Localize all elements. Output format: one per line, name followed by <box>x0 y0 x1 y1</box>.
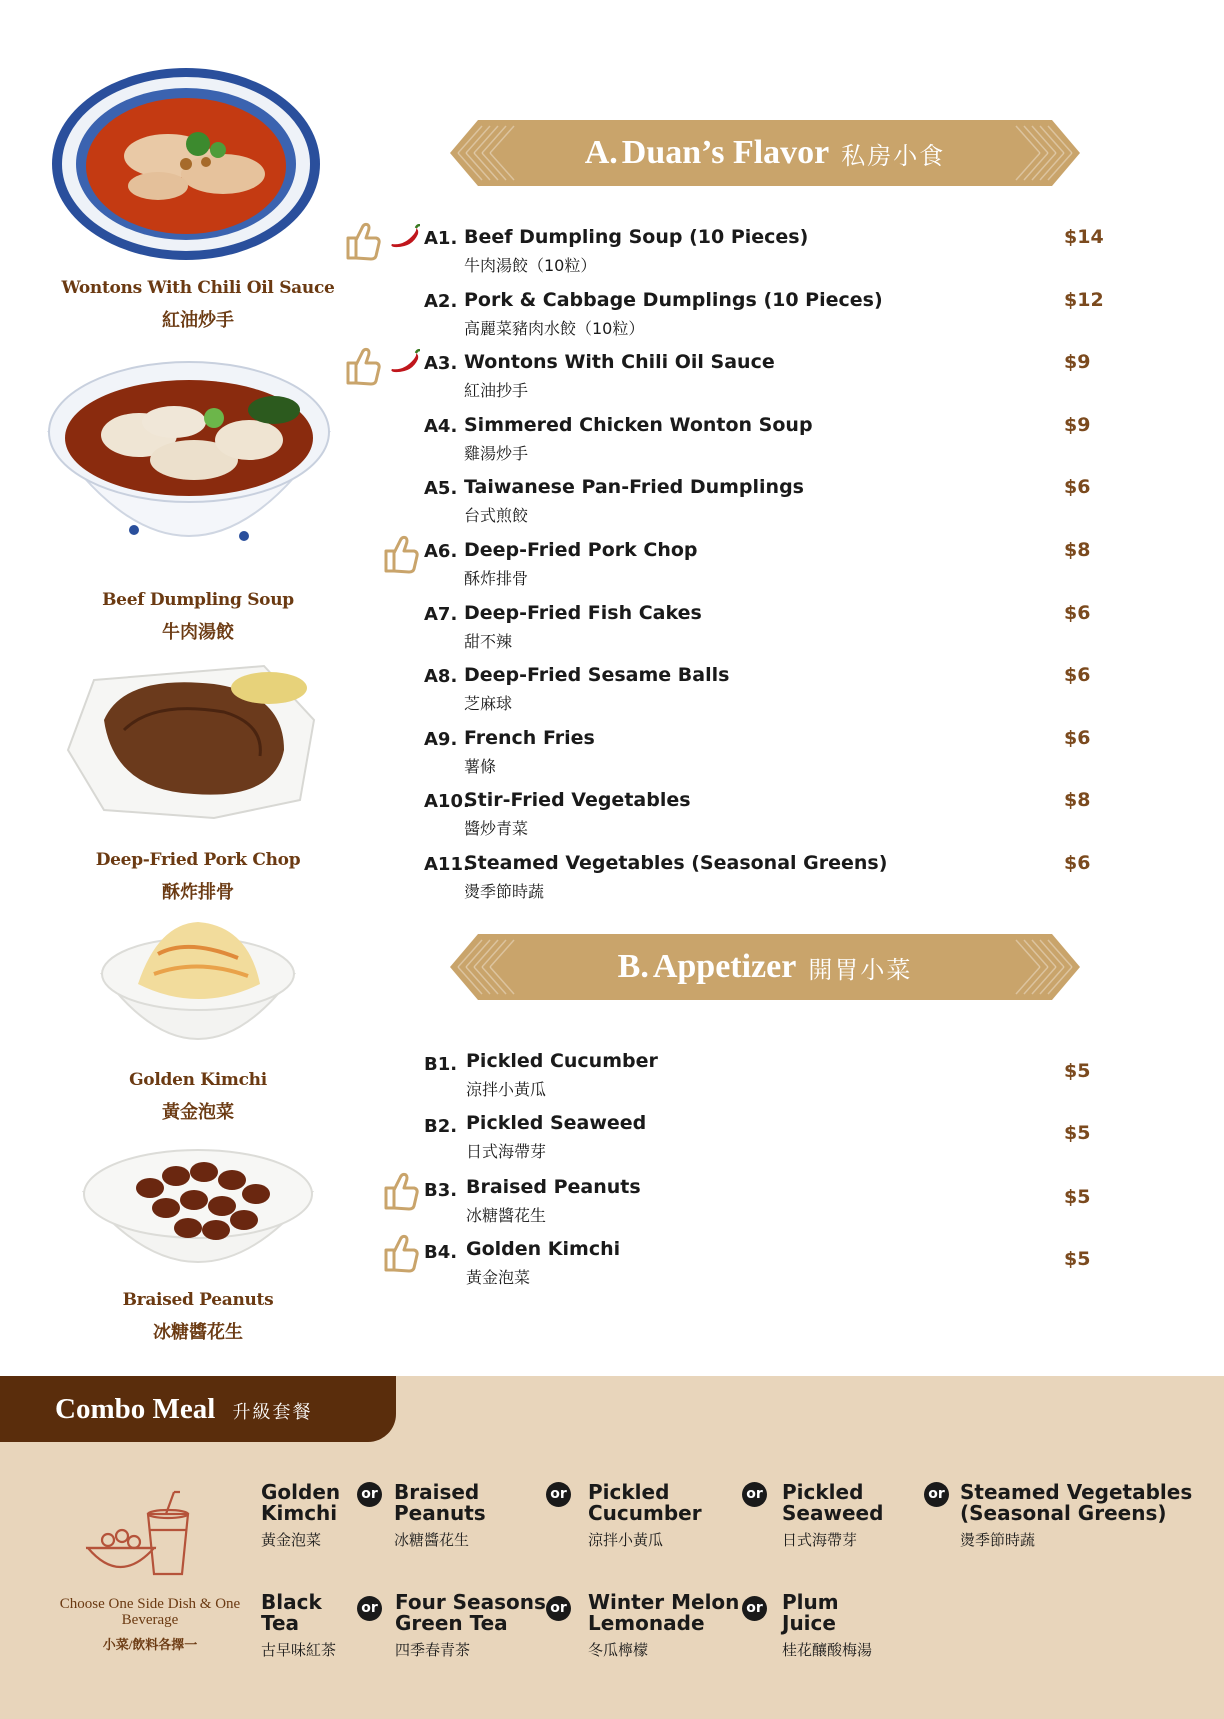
item-price: $6 <box>1064 601 1091 624</box>
photo-caption-en: Golden Kimchi <box>129 1070 267 1090</box>
combo-instruction <box>55 1596 245 1653</box>
menu-item <box>0 789 1224 845</box>
item-name-zh: 日式海帶芽 <box>466 1142 547 1161</box>
item-code: A4. <box>424 415 458 437</box>
menu-item <box>0 289 1224 345</box>
item-price: $14 <box>1064 226 1104 248</box>
thumbs-up-icon <box>342 345 382 391</box>
photo-caption-zh: 牛肉湯餃 <box>162 622 234 643</box>
section-a-letter: A. <box>584 134 618 171</box>
thumbs-up-icon <box>380 1232 420 1278</box>
or-badge: or <box>742 1482 767 1507</box>
or-badge: or <box>546 1482 571 1507</box>
option-name-zh: 日式海帶芽 <box>782 1531 858 1549</box>
menu-item <box>0 539 1224 595</box>
option-name-zh: 黃金泡菜 <box>261 1531 322 1549</box>
item-code: A11. <box>424 854 470 875</box>
photo-caption-zh: 冰糖醬花生 <box>153 1322 243 1343</box>
item-code: B2. <box>424 1116 458 1137</box>
item-name-zh: 薯條 <box>464 756 497 776</box>
item-price: $6 <box>1064 664 1091 687</box>
combo-side-option <box>588 1482 702 1550</box>
bowl-and-cup-icon <box>84 1490 204 1582</box>
item-name: Pickled Cucumber <box>466 1050 658 1072</box>
item-name-zh: 涼拌小黃瓜 <box>466 1080 547 1099</box>
photo-caption <box>40 1290 356 1344</box>
item-name: Pickled Seaweed <box>466 1112 647 1134</box>
kimchi-bowl-photo <box>98 914 298 1062</box>
item-name-zh: 雞湯炒手 <box>464 443 529 463</box>
item-name: Beef Dumpling Soup (10 Pieces) <box>464 226 809 248</box>
section-b-title-en: Appetizer <box>652 948 797 985</box>
item-price: $5 <box>1064 1060 1091 1082</box>
item-name-zh: 台式煎餃 <box>464 506 529 526</box>
menu-item <box>0 1112 1224 1168</box>
item-code: A8. <box>424 666 458 688</box>
item-price: $5 <box>1064 1248 1091 1270</box>
option-name-zh: 冬瓜檸檬 <box>588 1641 649 1659</box>
item-name: Steamed Vegetables (Seasonal Greens) <box>464 852 888 874</box>
item-name: Taiwanese Pan-Fried Dumplings <box>464 476 804 499</box>
combo-title-zh: 升級套餐 <box>232 1402 313 1422</box>
option-name-line1: Four Seasons <box>395 1590 546 1614</box>
option-name-zh: 四季春青茶 <box>395 1641 471 1659</box>
combo-instruction-en: Choose One Side Dish & One Beverage <box>59 1596 241 1628</box>
option-name-zh: 燙季節時蔬 <box>960 1531 1036 1549</box>
item-name-zh: 芝麻球 <box>464 694 513 714</box>
item-name: Braised Peanuts <box>466 1176 641 1198</box>
combo-drink-option <box>588 1592 739 1660</box>
item-code: A7. <box>424 603 458 625</box>
item-name: Deep-Fried Sesame Balls <box>464 664 730 687</box>
item-code: A5. <box>424 478 458 500</box>
item-name: Deep-Fried Pork Chop <box>464 539 698 561</box>
option-name-line1: Winter Melon <box>588 1590 740 1614</box>
option-name-line1: Pickled <box>588 1480 670 1504</box>
option-name-line1: Black <box>261 1590 322 1614</box>
option-name-line2: Peanuts <box>394 1501 486 1525</box>
combo-side-option <box>960 1482 1192 1550</box>
item-price: $6 <box>1064 476 1091 499</box>
option-name-line1: Golden <box>261 1480 341 1504</box>
menu-item <box>0 664 1224 720</box>
item-price: $8 <box>1064 789 1091 812</box>
option-name-line2: Seaweed <box>782 1501 884 1525</box>
photo-caption-zh: 紅油炒手 <box>162 310 234 331</box>
option-name-line2: Green Tea <box>395 1611 508 1635</box>
combo-side-option <box>261 1482 340 1550</box>
combo-drink-option <box>395 1592 546 1660</box>
option-name-zh: 古早味紅茶 <box>261 1641 337 1659</box>
option-name-line1: Braised <box>394 1480 480 1504</box>
option-name-zh: 涼拌小黃瓜 <box>588 1531 664 1549</box>
item-name-zh: 高麗菜豬肉水餃（10粒） <box>464 318 645 338</box>
combo-drink-option <box>261 1592 336 1660</box>
or-badge: or <box>546 1596 571 1621</box>
item-price: $9 <box>1064 413 1091 436</box>
item-price: $5 <box>1064 1186 1091 1208</box>
menu-item <box>0 727 1224 783</box>
section-b-title-zh: 開胃小菜 <box>808 957 913 984</box>
item-name-zh: 黃金泡菜 <box>466 1268 531 1287</box>
option-name-line1: Plum <box>782 1590 839 1614</box>
option-name-line1: Steamed Vegetables <box>960 1480 1193 1504</box>
item-price: $12 <box>1064 288 1104 311</box>
item-price: $8 <box>1064 539 1091 561</box>
item-name-zh: 甜不辣 <box>464 631 513 651</box>
photo-caption-en: Deep-Fried Pork Chop <box>95 850 301 870</box>
or-badge: or <box>357 1482 382 1507</box>
or-badge: or <box>357 1596 382 1621</box>
item-code: A10. <box>424 791 470 813</box>
item-name: Wontons With Chili Oil Sauce <box>464 351 775 374</box>
menu-item <box>0 414 1224 470</box>
item-name: Golden Kimchi <box>466 1238 621 1260</box>
chili-pepper-icon <box>390 224 422 254</box>
combo-drink-option <box>782 1592 872 1660</box>
menu-item <box>0 1176 1224 1232</box>
item-price: $6 <box>1064 852 1091 874</box>
photo-caption-en: Braised Peanuts <box>122 1290 274 1310</box>
section-a-banner <box>450 120 1080 186</box>
option-name-line1: Pickled <box>782 1480 864 1504</box>
menu-item <box>0 1050 1224 1106</box>
menu-item <box>0 226 1224 282</box>
thumbs-up-icon <box>380 533 420 579</box>
item-name: Deep-Fried Fish Cakes <box>464 601 702 624</box>
option-name-line2: (Seasonal Greens) <box>960 1501 1167 1525</box>
item-name-zh: 酥炸排骨 <box>464 569 529 588</box>
menu-item <box>0 1238 1224 1294</box>
thumbs-up-icon <box>380 1170 420 1216</box>
photo-caption-zh: 酥炸排骨 <box>162 882 234 903</box>
item-code: B4. <box>424 1242 458 1263</box>
item-code: B1. <box>424 1054 458 1075</box>
chili-pepper-icon <box>390 349 422 379</box>
item-name-zh: 牛肉湯餃（10粒） <box>464 256 597 275</box>
item-code: A6. <box>424 541 458 562</box>
option-name-line2: Juice <box>782 1611 836 1635</box>
option-name-line2: Kimchi <box>261 1501 338 1525</box>
section-b-title <box>450 934 1080 1000</box>
item-code: A9. <box>424 728 458 750</box>
item-name-zh: 醬炒青菜 <box>464 819 529 839</box>
section-b-letter: B. <box>617 948 649 985</box>
combo-side-option <box>394 1482 486 1550</box>
photo-caption-en: Wontons With Chili Oil Sauce <box>61 278 335 298</box>
option-name-zh: 桂花釀酸梅湯 <box>782 1641 873 1659</box>
option-name-line2: Cucumber <box>588 1501 702 1525</box>
combo-instruction-zh: 小菜/飲料各擇一 <box>102 1637 198 1652</box>
item-price: $9 <box>1064 351 1091 374</box>
item-name-zh: 冰糖醬花生 <box>466 1206 547 1225</box>
or-badge: or <box>924 1482 949 1507</box>
combo-title-en: Combo Meal <box>55 1393 216 1425</box>
combo-side-option <box>782 1482 883 1550</box>
option-name-line2: Lemonade <box>588 1611 705 1635</box>
option-name-line2: Tea <box>261 1611 300 1635</box>
menu-item <box>0 476 1224 532</box>
menu-item <box>0 351 1224 407</box>
item-price: $6 <box>1064 726 1091 749</box>
item-name: Pork & Cabbage Dumplings (10 Pieces) <box>464 288 883 311</box>
section-a-title-zh: 私房小食 <box>841 143 946 170</box>
item-name: Simmered Chicken Wonton Soup <box>464 413 813 436</box>
item-name-zh: 紅油抄手 <box>464 381 529 401</box>
photo-caption-zh: 黃金泡菜 <box>162 1102 234 1123</box>
item-code: B3. <box>424 1180 458 1201</box>
item-code: A2. <box>424 290 458 312</box>
combo-title <box>55 1393 313 1426</box>
item-name-zh: 燙季節時蔬 <box>464 882 545 901</box>
menu-item <box>0 852 1224 908</box>
option-name-zh: 冰糖醬花生 <box>394 1531 470 1549</box>
thumbs-up-icon <box>342 220 382 266</box>
item-price: $5 <box>1064 1122 1091 1144</box>
menu-item <box>0 602 1224 658</box>
item-name: French Fries <box>464 726 595 749</box>
section-a-title-en: Duan’s Flavor <box>621 134 830 171</box>
photo-caption-en: Beef Dumpling Soup <box>102 590 294 610</box>
or-badge: or <box>742 1596 767 1621</box>
item-code: A1. <box>424 228 458 249</box>
section-b-banner <box>450 934 1080 1000</box>
item-code: A3. <box>424 353 458 375</box>
section-a-title <box>450 120 1080 186</box>
item-name: Stir-Fried Vegetables <box>464 789 691 812</box>
